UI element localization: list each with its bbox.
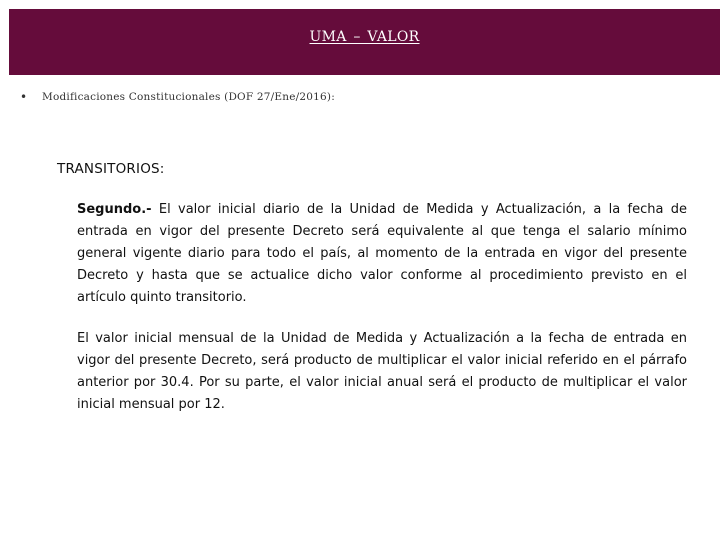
paragraph-body: El valor inicial mensual de la Unidad de Medida y Actualización a la fecha de entrada en vigor del presente Decreto, será producto de multiplicar el valor inicial referido en el párrafo anterior por 30.4. Por su parte, el valor inicial anual será el producto de multiplicar el valor inicial mensual por 12. — [77, 331, 687, 412]
section-heading: TRANSITORIOS: — [57, 161, 165, 177]
paragraph-valor-mensual — [77, 328, 687, 416]
paragraph-lead: Segundo.- — [77, 202, 152, 217]
paragraph-segundo — [77, 199, 687, 309]
slide-title: UMA – VALOR — [309, 29, 420, 45]
bullet-marker: • — [20, 90, 28, 104]
bullet-text: Modificaciones Constitucionales (DOF 27/Ene/2016): — [42, 91, 335, 103]
bullet-item — [20, 90, 700, 104]
paragraph-body: El valor inicial diario de la Unidad de Medida y Actualización, a la fecha de entrada en vigor del presente Decreto será equivalente al que tenga el salario mínimo general vigente diario para todo el país, al momento de la entrada en vigor del presente Decreto y hasta que se actualice dicho valor conforme al procedimiento previsto en el artículo quinto transitorio. — [77, 202, 687, 305]
header-bar — [9, 9, 720, 75]
